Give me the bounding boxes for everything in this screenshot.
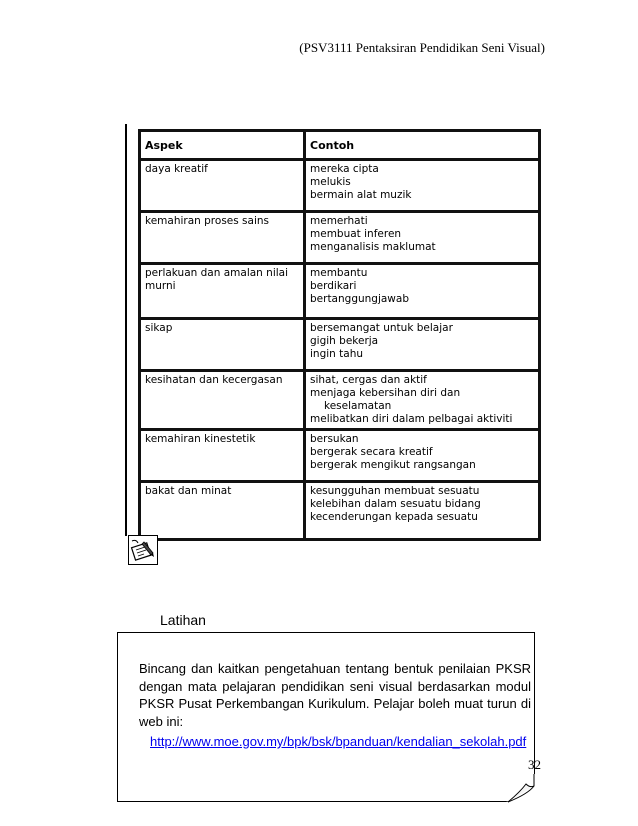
table-row	[140, 319, 540, 371]
contoh-item: menjaga kebersihan diri dan	[310, 387, 461, 399]
contoh-item: bergerak mengikut rangsangan	[310, 459, 476, 471]
contoh-item: bersukan	[310, 433, 359, 445]
contoh-item: bermain alat muzik	[310, 189, 412, 201]
contoh-item: bertanggungjawab	[310, 293, 409, 305]
table-row	[140, 371, 540, 430]
aspek-cell	[140, 264, 305, 319]
table-row	[140, 160, 540, 212]
contoh-item: kelebihan dalam sesuatu bidang	[310, 498, 481, 510]
table-header-row	[140, 131, 540, 160]
contoh-item: ingin tahu	[310, 348, 364, 360]
contoh-cell	[305, 430, 540, 482]
contoh-item: melibatkan diri dalam pelbagai aktiviti	[310, 413, 513, 425]
contoh-cell	[305, 264, 540, 319]
contoh-cell	[305, 319, 540, 371]
header-aspek: Aspek	[140, 131, 305, 160]
writing-note-icon	[128, 535, 158, 565]
contoh-item: bersemangat untuk belajar	[310, 322, 453, 334]
aspek-cell	[140, 319, 305, 371]
aspek-cell	[140, 212, 305, 264]
page-number: 32	[528, 757, 541, 772]
contoh-item: kecenderungan kepada sesuatu	[310, 511, 478, 523]
module-download-link[interactable]: http://www.moe.gov.my/bpk/bsk/bpanduan/kendalian_sekolah.pdf	[150, 734, 527, 749]
aspek-text: kesihatan dan kecergasan	[145, 374, 283, 386]
contoh-item: keselamatan	[324, 400, 392, 412]
aspek-cell	[140, 160, 305, 212]
aspek-cell	[140, 430, 305, 482]
table-row	[140, 430, 540, 482]
contoh-item: membuat inferen	[310, 228, 402, 240]
aspek-contoh-table-frame	[125, 124, 545, 536]
page-curl-icon	[506, 774, 536, 804]
contoh-cell	[305, 371, 540, 430]
exercise-heading: Latihan	[160, 612, 206, 628]
header-contoh: Contoh	[305, 131, 540, 160]
contoh-item: bergerak secara kreatif	[310, 446, 433, 458]
contoh-item: memerhati	[310, 215, 368, 227]
aspek-text: perlakuan dan amalan nilai murni	[145, 267, 289, 292]
aspek-text: bakat dan minat	[145, 485, 232, 497]
contoh-cell	[305, 212, 540, 264]
aspek-text: sikap	[145, 322, 173, 334]
exercise-text: Bincang dan kaitkan pengetahuan tentang bentuk penilaian PKSR dengan mata pelajaran pendidikan seni visual berdasarkan modul PKSR Pusat Perkembangan Kurikulum. Pelajar boleh muat turun di web ini:	[139, 661, 531, 729]
contoh-cell	[305, 160, 540, 212]
table-row	[140, 212, 540, 264]
contoh-cell	[305, 482, 540, 540]
course-header: (PSV3111 Pentaksiran Pendidikan Seni Visual)	[299, 40, 545, 55]
aspek-text: daya kreatif	[145, 163, 208, 175]
aspek-cell	[140, 482, 305, 540]
aspek-cell	[140, 371, 305, 430]
contoh-item: membantu	[310, 267, 368, 279]
contoh-item: mereka cipta	[310, 163, 379, 175]
exercise-box	[117, 632, 535, 802]
table-row	[140, 482, 540, 540]
aspek-text: kemahiran kinestetik	[145, 433, 256, 445]
contoh-item: berdikari	[310, 280, 357, 292]
contoh-item: melukis	[310, 176, 351, 188]
contoh-item: kesungguhan membuat sesuatu	[310, 485, 480, 497]
table-row	[140, 264, 540, 319]
contoh-item: menganalisis maklumat	[310, 241, 436, 253]
aspek-text: kemahiran proses sains	[145, 215, 270, 227]
aspek-contoh-table	[138, 129, 541, 541]
contoh-item: sihat, cergas dan aktif	[310, 374, 427, 386]
contoh-item: gigih bekerja	[310, 335, 379, 347]
